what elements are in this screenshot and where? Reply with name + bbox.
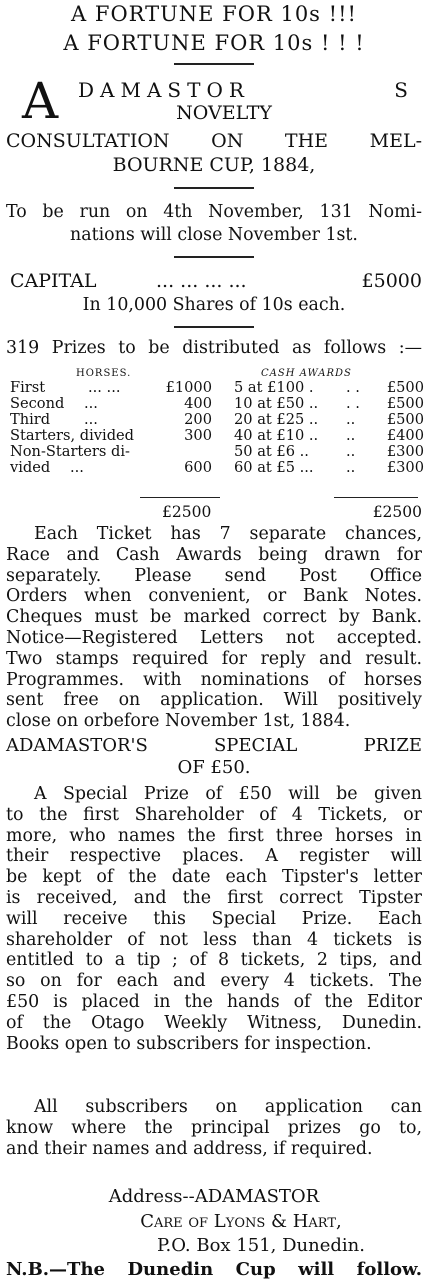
text-line: and their names and address, if required.	[6, 1138, 373, 1159]
horse-amount: 300	[184, 427, 212, 444]
cash-amount: £500	[386, 395, 424, 412]
header-cash: CASH AWARDS	[261, 368, 352, 379]
cash-amount: £400	[386, 427, 424, 444]
prize-dots: ...	[70, 459, 84, 476]
address-line-4: N.B.—The Dunedin Cup will follow.	[6, 1259, 422, 1280]
divider-rule	[174, 256, 254, 258]
prize-place: Starters, divided	[10, 427, 135, 444]
text-line: Books open to subscribers for inspection.	[6, 1033, 372, 1054]
table-row	[6, 460, 424, 476]
text-line: separately. Please send Post Office	[6, 565, 422, 586]
text-line: A Special Prize of £50 will be given	[34, 784, 422, 804]
capital-line	[6, 270, 422, 294]
total-horses: £2500	[162, 503, 212, 521]
cash-dots: ..	[346, 459, 356, 476]
prize-place: vided	[10, 459, 51, 476]
text-line: Cheques must be marked correct by Bank.	[6, 607, 422, 628]
cash-dots: ..	[346, 427, 356, 444]
title-line-4: BOURNE CUP, 1884,	[112, 154, 316, 176]
prize-dots: ...	[84, 411, 98, 428]
total-rule-horses	[140, 497, 220, 498]
prize-table	[6, 366, 424, 476]
intro-line-1: To be run on 4th November, 131 Nomi-	[6, 202, 422, 222]
cash-quantity: 60 at £5 ...	[234, 459, 314, 476]
text-line: Race and Cash Awards being drawn for	[6, 544, 422, 565]
text-line: more, who names the first three horses in	[6, 825, 422, 846]
capital-dots: ... ... ... ...	[156, 270, 247, 292]
cash-dots: . .	[346, 379, 360, 396]
table-row	[6, 396, 424, 412]
cash-quantity: 20 at £25 ..	[234, 411, 319, 428]
cash-amount: £500	[386, 379, 424, 396]
total-cash: £2500	[372, 503, 422, 521]
divider-rule	[174, 63, 254, 65]
horse-amount: 200	[184, 411, 212, 428]
prize-place: Second	[10, 395, 65, 412]
text-line: Two stamps required for reply and result.	[6, 648, 422, 669]
prizes-intro: 319 Prizes to be distributed as follows :—	[6, 338, 422, 358]
special-heading-line-2: OF £50.	[177, 757, 251, 778]
cash-quantity: 10 at £50 ..	[234, 395, 319, 412]
title-drop-initial: A	[22, 72, 59, 130]
horse-amount: 400	[184, 395, 212, 412]
title-line-3: CONSULTATION ON THE MEL-	[6, 130, 422, 152]
prize-dots: ...	[84, 395, 98, 412]
headline-line-2: A FORTUNE FOR 10s ! ! !	[63, 31, 365, 55]
address-line-3: P.O. Box 151, Dunedin.	[157, 1235, 365, 1256]
prize-dots: ... ...	[88, 379, 121, 396]
text-line: of the Otago Weekly Witness, Dunedin.	[6, 1012, 422, 1033]
capital-shares: In 10,000 Shares of 10s each.	[82, 295, 346, 315]
text-line: Notice—Registered Letters not accepted.	[6, 628, 422, 648]
text-line: close on orbefore November 1st, 1884.	[6, 711, 351, 732]
table-row	[6, 380, 424, 396]
horse-amount: £1000	[165, 379, 212, 396]
text-line: Orders when convenient, or Bank Notes.	[6, 586, 422, 607]
cash-quantity: 40 at £10 ..	[234, 427, 319, 444]
cash-quantity: 50 at £6 ..	[234, 443, 309, 460]
table-row	[6, 444, 424, 460]
prize-place: Third	[10, 411, 51, 428]
text-line: shareholder of not less than 4 tickets is	[6, 929, 422, 950]
text-line: Each Ticket has 7 separate chances,	[34, 524, 422, 544]
text-line: so on for each and every 4 tickets. The	[6, 971, 422, 992]
text-line: to the first Shareholder of 4 Tickets, or	[6, 804, 422, 825]
divider-rule	[174, 187, 254, 189]
table-header	[6, 366, 424, 380]
cash-amount: £300	[386, 459, 424, 476]
intro-line-2: nations will close November 1st.	[70, 225, 358, 245]
text-line: is received, and the first correct Tipster	[6, 888, 422, 908]
text-line: their respective places. A register will	[6, 846, 422, 867]
divider-rule	[174, 326, 254, 328]
capital-amount: £5000	[361, 270, 422, 292]
table-rows	[6, 380, 424, 476]
prize-place: First	[10, 379, 46, 396]
cash-amount: £300	[386, 443, 424, 460]
table-row	[6, 412, 424, 428]
text-line: know where the principal prizes go to,	[6, 1117, 422, 1138]
table-row	[6, 428, 424, 444]
total-rule-cash	[334, 497, 418, 498]
header-horses: HORSES.	[76, 368, 132, 379]
address-line-2: Care of Lyons & Hart,	[140, 1211, 342, 1232]
text-line: All subscribers on application can	[34, 1097, 422, 1117]
totals-line	[6, 503, 422, 521]
address-line-1: Address--ADAMASTOR	[108, 1186, 320, 1207]
headline-line-1: A FORTUNE FOR 10s !!!	[71, 2, 357, 26]
text-line: be kept of the date each Tipster's letter	[6, 867, 422, 888]
cash-amount: £500	[386, 411, 424, 428]
text-line: Programmes. with nominations of horses	[6, 669, 422, 690]
cash-dots: ..	[346, 411, 356, 428]
special-heading-line-1: ADAMASTOR'S SPECIAL PRIZE	[6, 735, 422, 756]
text-line: £50 is placed in the hands of the Editor	[6, 992, 422, 1012]
cash-dots: ..	[346, 443, 356, 460]
prize-place: Non-Starters di-	[10, 443, 130, 460]
text-line: entitled to a tip ; of 8 tickets, 2 tips, and	[6, 950, 422, 971]
text-line: sent free on application. Will positively	[6, 690, 422, 711]
capital-label: CAPITAL	[10, 270, 97, 292]
title-line-2: NOVELTY	[176, 102, 272, 124]
cash-quantity: 5 at £100 .	[234, 379, 314, 396]
horse-amount: 600	[184, 459, 212, 476]
text-line: will receive this Special Prize. Each	[6, 908, 422, 929]
title-line-1: DAMASTOR S	[78, 78, 414, 102]
cash-dots: . .	[346, 395, 360, 412]
